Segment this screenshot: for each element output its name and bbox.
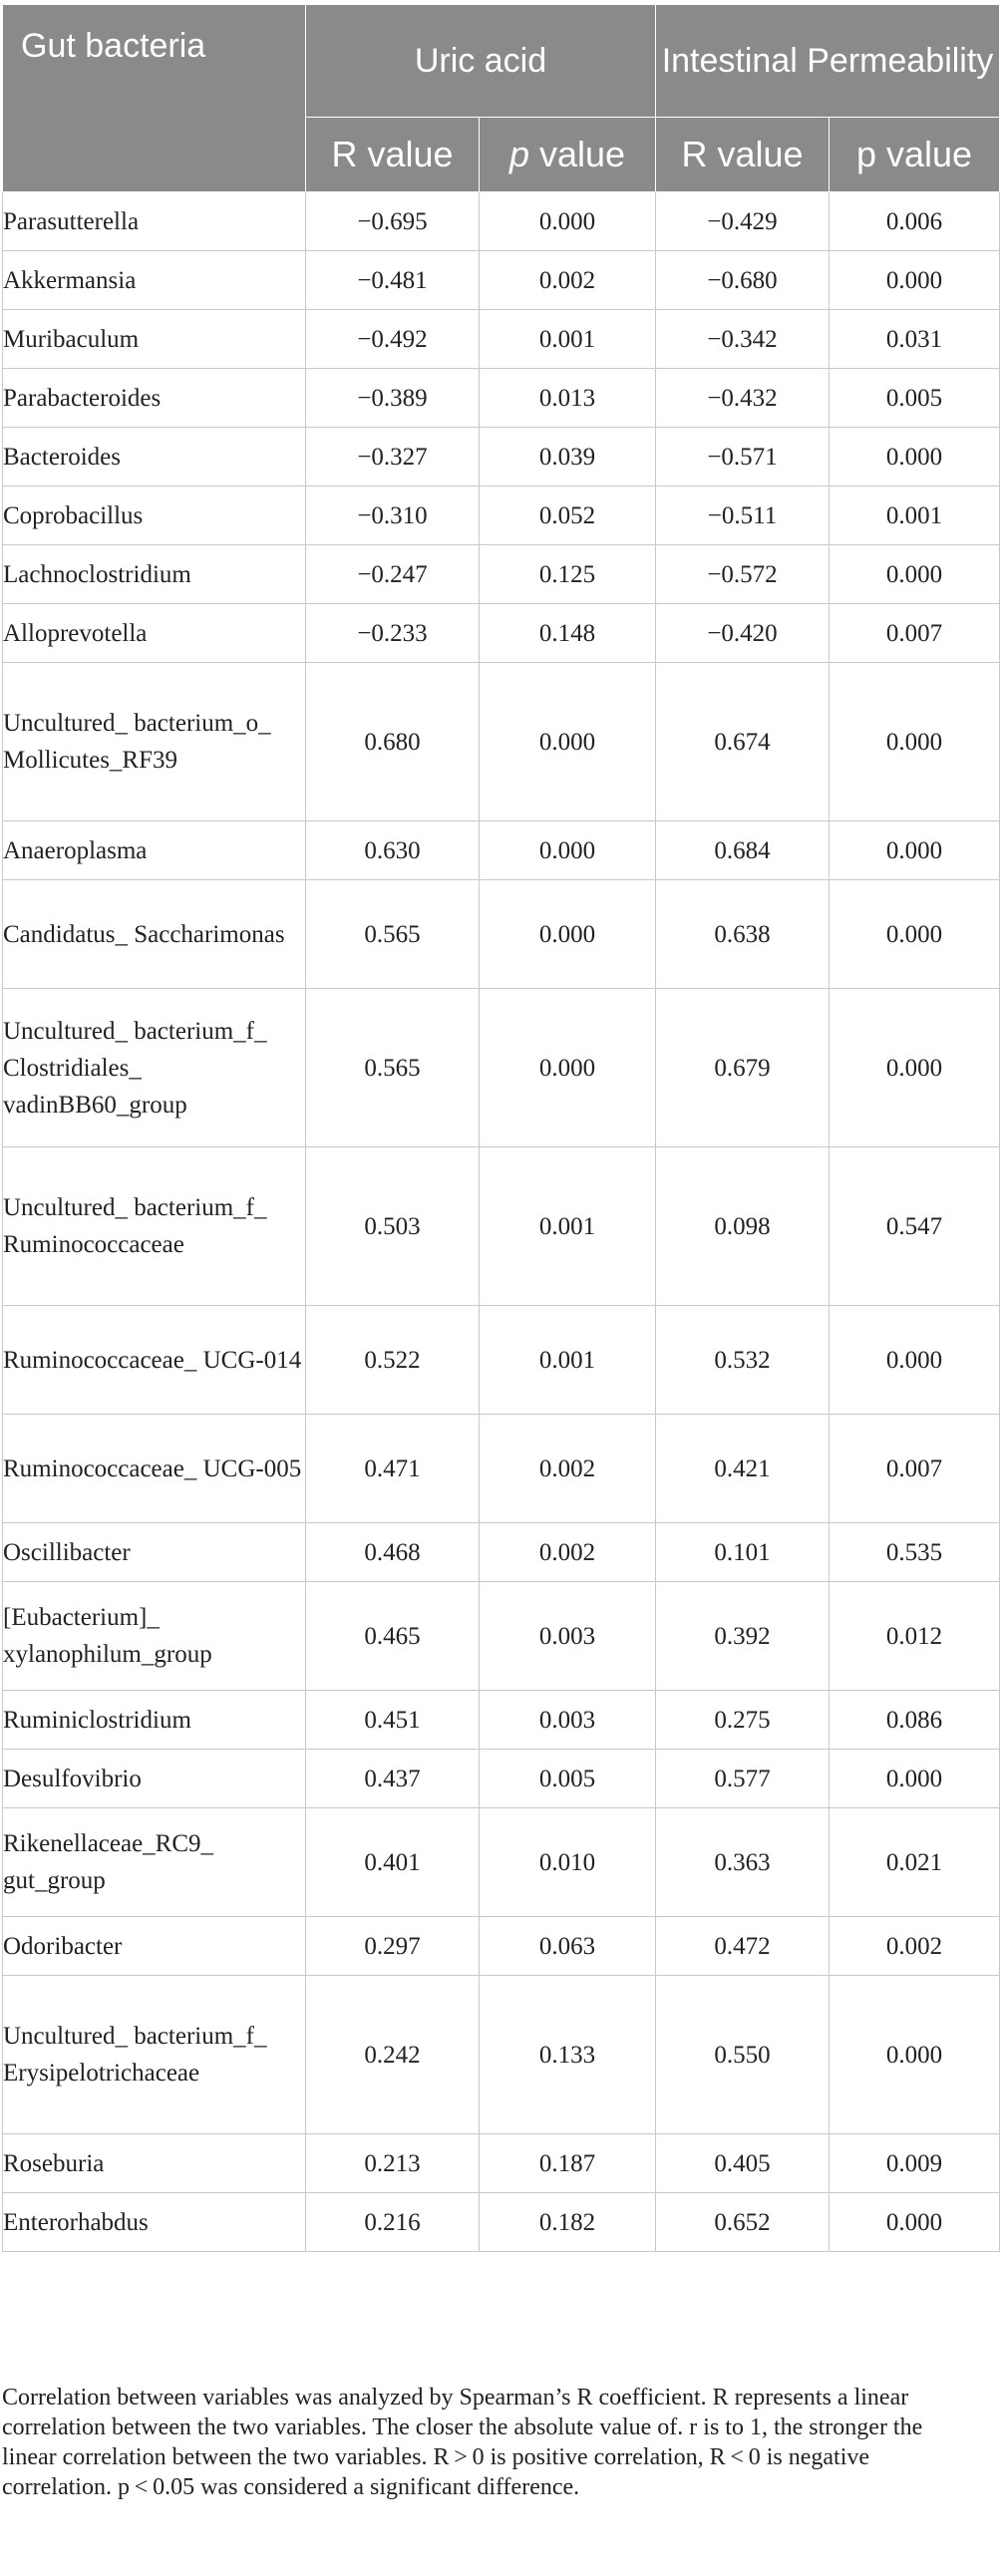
perm-r-value: 0.674 [656, 663, 830, 821]
table-row [3, 604, 1000, 663]
bacteria-name: Alloprevotella [3, 604, 306, 663]
perm-p-value: 0.007 [830, 604, 1000, 663]
perm-p-value: 0.547 [830, 1147, 1000, 1306]
table-row [3, 1582, 1000, 1691]
bacteria-name: Muribaculum [3, 310, 306, 369]
uric-r-value: −0.327 [306, 428, 480, 486]
perm-r-value: 0.684 [656, 821, 830, 880]
perm-p-value: 0.000 [830, 821, 1000, 880]
table-row [3, 310, 1000, 369]
perm-p-value: 0.000 [830, 428, 1000, 486]
correlation-table [2, 4, 1000, 2252]
uric-p-value: 0.001 [480, 1306, 656, 1415]
table-row [3, 663, 1000, 821]
table-row [3, 1691, 1000, 1750]
header-uric-acid: Uric acid [306, 5, 656, 118]
uric-r-value: 0.213 [306, 2134, 480, 2193]
perm-r-value: 0.421 [656, 1415, 830, 1523]
uric-p-value: 0.003 [480, 1691, 656, 1750]
perm-p-value: 0.535 [830, 1523, 1000, 1582]
uric-r-value: −0.389 [306, 369, 480, 428]
bacteria-name: Roseburia [3, 2134, 306, 2193]
uric-p-value: 0.125 [480, 545, 656, 604]
table-row [3, 1147, 1000, 1306]
header-perm-r-value: R value [656, 118, 830, 192]
uric-p-value: 0.000 [480, 192, 656, 251]
perm-p-value: 0.009 [830, 2134, 1000, 2193]
footnote: Correlation between variables was analyzed by Spearman’s R coefficient. R represents a linear correlation between the two variables. The closer the absolute value of. r is to 1, the stronger the linear correlation between the two variables. R > 0 is positive correlation, R < 0 is negative correlation. p < 0.05 was considered a significant difference. [2, 2385, 923, 2500]
bacteria-name: Lachnoclostridium [3, 545, 306, 604]
bacteria-name: Rikenellaceae_RC9_ gut_group [3, 1808, 306, 1917]
uric-r-value: 0.471 [306, 1415, 480, 1523]
table-row [3, 1306, 1000, 1415]
table-row [3, 545, 1000, 604]
uric-r-value: −0.310 [306, 486, 480, 545]
perm-p-value: 0.000 [830, 1306, 1000, 1415]
uric-r-value: 0.465 [306, 1582, 480, 1691]
bacteria-name: Desulfovibrio [3, 1750, 306, 1808]
perm-r-value: −0.572 [656, 545, 830, 604]
perm-r-value: −0.432 [656, 369, 830, 428]
table-row [3, 369, 1000, 428]
uric-p-value: 0.001 [480, 310, 656, 369]
table-row [3, 1917, 1000, 1976]
perm-p-value: 0.000 [830, 989, 1000, 1147]
perm-p-value: 0.000 [830, 545, 1000, 604]
perm-p-value: 0.012 [830, 1582, 1000, 1691]
uric-r-value: 0.680 [306, 663, 480, 821]
perm-p-value: 0.021 [830, 1808, 1000, 1917]
uric-r-value: 0.565 [306, 880, 480, 989]
uric-r-value: −0.247 [306, 545, 480, 604]
perm-r-value: −0.429 [656, 192, 830, 251]
bacteria-name: Parabacteroides [3, 369, 306, 428]
p-value-rest: value [528, 134, 626, 174]
uric-p-value: 0.002 [480, 251, 656, 310]
uric-r-value: 0.297 [306, 1917, 480, 1976]
uric-p-value: 0.005 [480, 1750, 656, 1808]
uric-r-value: 0.565 [306, 989, 480, 1147]
header-uric-p-value [480, 118, 656, 192]
header-gut-bacteria: Gut bacteria [3, 5, 306, 192]
uric-r-value: 0.216 [306, 2193, 480, 2252]
uric-r-value: 0.522 [306, 1306, 480, 1415]
p-italic: p [508, 134, 529, 174]
perm-p-value: 0.000 [830, 251, 1000, 310]
uric-p-value: 0.052 [480, 486, 656, 545]
perm-r-value: 0.472 [656, 1917, 830, 1976]
perm-r-value: 0.577 [656, 1750, 830, 1808]
perm-r-value: 0.275 [656, 1691, 830, 1750]
perm-r-value: −0.420 [656, 604, 830, 663]
perm-p-value: 0.031 [830, 310, 1000, 369]
uric-p-value: 0.039 [480, 428, 656, 486]
perm-r-value: 0.405 [656, 2134, 830, 2193]
perm-p-value: 0.086 [830, 1691, 1000, 1750]
perm-p-value: 0.000 [830, 880, 1000, 989]
bacteria-name: Ruminiclostridium [3, 1691, 306, 1750]
table-row [3, 1976, 1000, 2134]
uric-r-value: 0.503 [306, 1147, 480, 1306]
perm-r-value: 0.550 [656, 1976, 830, 2134]
bacteria-name: Coprobacillus [3, 486, 306, 545]
bacteria-name: Bacteroides [3, 428, 306, 486]
table-row [3, 1523, 1000, 1582]
uric-r-value: 0.437 [306, 1750, 480, 1808]
perm-r-value: 0.679 [656, 989, 830, 1147]
table-row [3, 880, 1000, 989]
uric-p-value: 0.003 [480, 1582, 656, 1691]
bacteria-name: Candidatus_ Saccharimonas [3, 880, 306, 989]
perm-p-value: 0.002 [830, 1917, 1000, 1976]
perm-r-value: 0.363 [656, 1808, 830, 1917]
uric-p-value: 0.002 [480, 1523, 656, 1582]
table-row [3, 2193, 1000, 2252]
table-body [3, 192, 1000, 2252]
uric-p-value: 0.010 [480, 1808, 656, 1917]
table-row [3, 428, 1000, 486]
bacteria-name: Odoribacter [3, 1917, 306, 1976]
uric-r-value: −0.233 [306, 604, 480, 663]
uric-r-value: 0.630 [306, 821, 480, 880]
bacteria-name: Uncultured_ bacterium_f_ Ruminococcaceae [3, 1147, 306, 1306]
perm-p-value: 0.000 [830, 1750, 1000, 1808]
uric-r-value: −0.492 [306, 310, 480, 369]
perm-p-value: 0.006 [830, 192, 1000, 251]
table-row [3, 1750, 1000, 1808]
bacteria-name: Parasutterella [3, 192, 306, 251]
perm-r-value: 0.532 [656, 1306, 830, 1415]
bacteria-name: Uncultured_ bacterium_f_ Erysipelotrichaceae [3, 1976, 306, 2134]
uric-r-value: 0.401 [306, 1808, 480, 1917]
bacteria-name: Akkermansia [3, 251, 306, 310]
bacteria-name: Uncultured_ bacterium_f_ Clostridiales_ vadinBB60_group [3, 989, 306, 1147]
table-row [3, 1808, 1000, 1917]
perm-r-value: −0.680 [656, 251, 830, 310]
table-row [3, 989, 1000, 1147]
bacteria-name: Uncultured_ bacterium_o_ Mollicutes_RF39 [3, 663, 306, 821]
perm-p-value: 0.000 [830, 663, 1000, 821]
table-row [3, 486, 1000, 545]
table-row [3, 192, 1000, 251]
perm-r-value: 0.098 [656, 1147, 830, 1306]
perm-r-value: −0.571 [656, 428, 830, 486]
bacteria-name: [Eubacterium]_ xylanophilum_group [3, 1582, 306, 1691]
perm-r-value: −0.342 [656, 310, 830, 369]
bacteria-name: Anaeroplasma [3, 821, 306, 880]
perm-p-value: 0.000 [830, 2193, 1000, 2252]
uric-p-value: 0.000 [480, 880, 656, 989]
perm-r-value: 0.638 [656, 880, 830, 989]
uric-p-value: 0.000 [480, 821, 656, 880]
uric-p-value: 0.187 [480, 2134, 656, 2193]
bacteria-name: Ruminococcaceae_ UCG-014 [3, 1306, 306, 1415]
table-row [3, 821, 1000, 880]
bacteria-name: Oscillibacter [3, 1523, 306, 1582]
perm-r-value: 0.652 [656, 2193, 830, 2252]
uric-p-value: 0.001 [480, 1147, 656, 1306]
uric-r-value: −0.695 [306, 192, 480, 251]
header-perm-p-value: p value [830, 118, 1000, 192]
uric-p-value: 0.133 [480, 1976, 656, 2134]
uric-p-value: 0.000 [480, 989, 656, 1147]
uric-r-value: 0.468 [306, 1523, 480, 1582]
header-uric-r-value: R value [306, 118, 480, 192]
table-row [3, 251, 1000, 310]
uric-p-value: 0.000 [480, 663, 656, 821]
perm-p-value: 0.007 [830, 1415, 1000, 1523]
table-row [3, 1415, 1000, 1523]
uric-r-value: 0.242 [306, 1976, 480, 2134]
uric-p-value: 0.013 [480, 369, 656, 428]
uric-p-value: 0.063 [480, 1917, 656, 1976]
perm-r-value: 0.101 [656, 1523, 830, 1582]
perm-p-value: 0.001 [830, 486, 1000, 545]
uric-p-value: 0.182 [480, 2193, 656, 2252]
perm-r-value: −0.511 [656, 486, 830, 545]
header-intestinal-permeability: Intestinal Permeability [656, 5, 1000, 118]
table-row [3, 2134, 1000, 2193]
uric-p-value: 0.002 [480, 1415, 656, 1523]
uric-r-value: −0.481 [306, 251, 480, 310]
uric-r-value: 0.451 [306, 1691, 480, 1750]
bacteria-name: Enterorhabdus [3, 2193, 306, 2252]
perm-r-value: 0.392 [656, 1582, 830, 1691]
bacteria-name: Ruminococcaceae_ UCG-005 [3, 1415, 306, 1523]
uric-p-value: 0.148 [480, 604, 656, 663]
perm-p-value: 0.000 [830, 1976, 1000, 2134]
perm-p-value: 0.005 [830, 369, 1000, 428]
